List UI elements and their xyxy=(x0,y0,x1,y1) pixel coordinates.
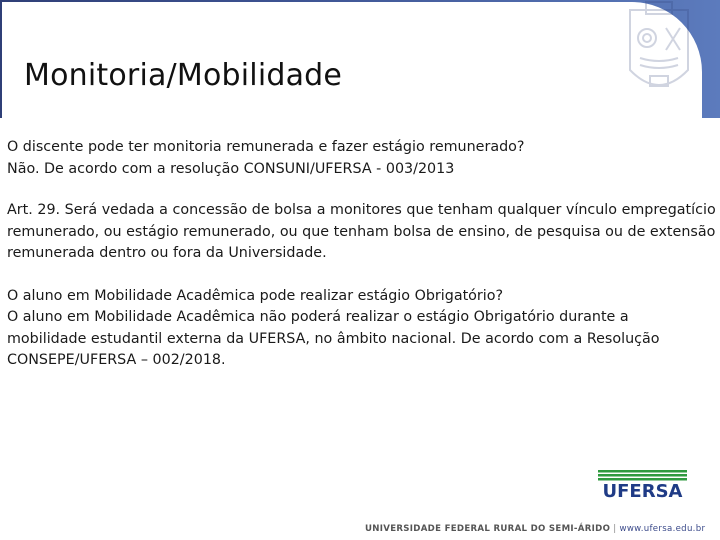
answer-2-line-1: O aluno em Mobilidade Acadêmica não poderá realizar o estágio Obrigatório durante a xyxy=(7,309,629,325)
footer-text xyxy=(365,524,705,534)
logo-text: UFERSA xyxy=(602,481,683,500)
answer-2-line-2: mobilidade estudantil externa da UFERSA, no âmbito nacional. De acordo com a Resolução xyxy=(7,330,660,347)
footer-website: www.ufersa.edu.br xyxy=(619,524,706,534)
slide-body xyxy=(7,137,720,372)
article-line-1: Art. 29. Será vedada a concessão de bolsa a monitores que tenham qualquer vínculo empregatício xyxy=(7,202,716,218)
ufersa-logo-icon xyxy=(595,470,690,500)
footer-university: UNIVERSIDADE FEDERAL RURAL DO SEMI-ÁRIDO xyxy=(365,524,611,534)
answer-1: Não. De acordo com a resolução CONSUNI/UFERSA - 003/2013 xyxy=(7,160,455,177)
footer-separator: | xyxy=(613,524,617,534)
article-line-2: remunerado, ou estágio remunerado, ou que tenham bolsa de ensino, de pesquisa ou de extensão xyxy=(7,223,716,240)
slide-title: Monitoria/Mobilidade xyxy=(24,58,343,93)
question-1: O discente pode ter monitoria remunerada e fazer estágio remunerado? xyxy=(7,139,525,155)
university-seal-icon xyxy=(600,0,718,118)
answer-2-line-3: CONSEPE/UFERSA – 002/2018. xyxy=(7,352,226,368)
question-2: O aluno em Mobilidade Acadêmica pode realizar estágio Obrigatório? xyxy=(7,287,504,304)
article-line-3: remunerada dentro ou fora da Universidade. xyxy=(7,245,327,261)
